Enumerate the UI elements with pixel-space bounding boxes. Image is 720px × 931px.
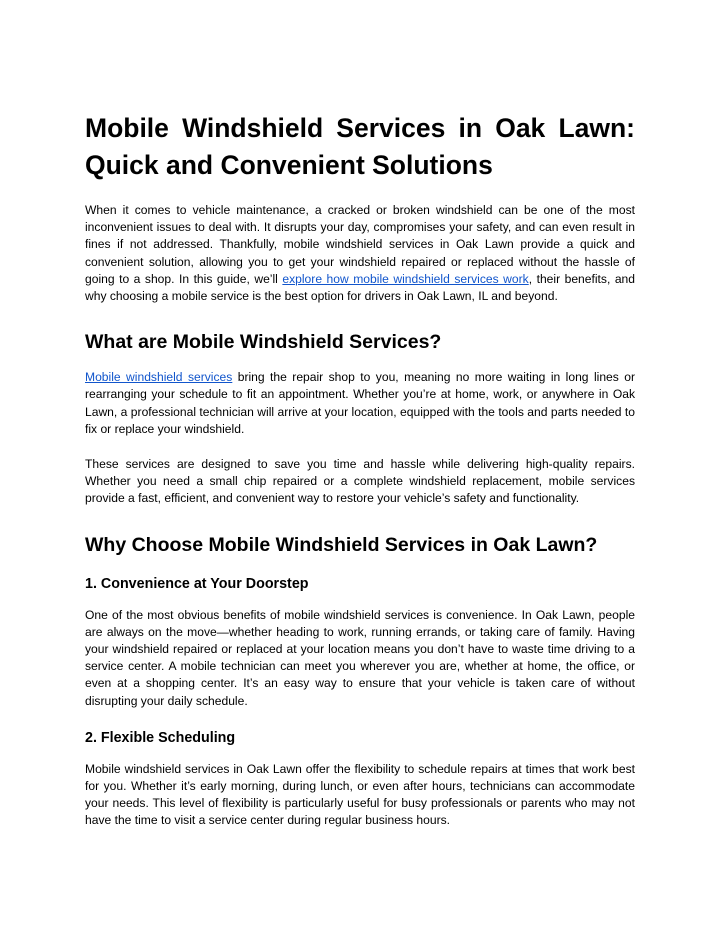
what-paragraph-1-text: bring the repair shop to you, meaning no more waiting in long lines or rearranging your schedule to fit an appointment. Whether you’re at home, work, or anywhere in Oak Lawn, a professional technician will arrive at your location, equipped with the tools and parts needed to fix or replace your windshield. (85, 370, 636, 436)
flexible-scheduling-paragraph: Mobile windshield services in Oak Lawn offer the flexibility to schedule repairs at times that work best for you. Whether it’s early morning, during lunch, or even after hours, technicians can accommodate your needs. This level of flexibility is particularly useful for busy professionals or parents who may not have the time to visit a service center during regular business hours. (85, 761, 635, 828)
what-paragraph-1 (85, 369, 635, 438)
section-heading-what: What are Mobile Windshield Services? (85, 331, 442, 354)
section-heading-why: Why Choose Mobile Windshield Services in Oak Lawn? (85, 533, 598, 556)
document-page (85, 110, 635, 848)
document-title: Mobile Windshield Services in Oak Lawn: Quick and Convenient Solutions (85, 113, 635, 180)
mobile-windshield-services-link[interactable]: Mobile windshield services (85, 370, 233, 385)
intro-paragraph (85, 202, 635, 305)
intro-text-start: When it comes to vehicle maintenance, a cracked or broken windshield can be one of the most inconvenient issues to deal with. It disrupts your day, compromises your safety, and can even result in fines if not addressed. Thankfully, mobile windshield services in Oak Lawn provide a quick and convenient solution, allowing you to get your windshield repaired or replaced without the hassle of going to a shop. In this guide, we’ll (85, 203, 635, 286)
explore-services-link[interactable]: explore how mobile windshield services work (282, 271, 529, 286)
subheading-flexible-scheduling: 2. Flexible Scheduling (85, 729, 236, 746)
subheading-convenience: 1. Convenience at Your Doorstep (85, 575, 309, 592)
convenience-paragraph: One of the most obvious benefits of mobile windshield services is convenience. In Oak Lawn, people are always on the move—whether heading to work, running errands, or taking care of family. Having your windshield repaired or replaced at your location means you don’t have to waste time driving to a service center. A mobile technician can meet you wherever you are, whether at home, the office, or even at a shopping center. It’s an easy way to ensure that your vehicle is taken care of without disrupting your daily schedule. (85, 607, 635, 708)
what-paragraph-2: These services are designed to save you time and hassle while delivering high-quality repairs. Whether you need a small chip repaired or a complete windshield replacement, mobile services provide a fast, efficient, and convenient way to restore your vehicle’s safety and functionality. (85, 457, 635, 506)
intro-text-end: , their benefits, and why choosing a mobile service is the best option for drivers in Oak Lawn, IL and beyond. (85, 271, 635, 304)
